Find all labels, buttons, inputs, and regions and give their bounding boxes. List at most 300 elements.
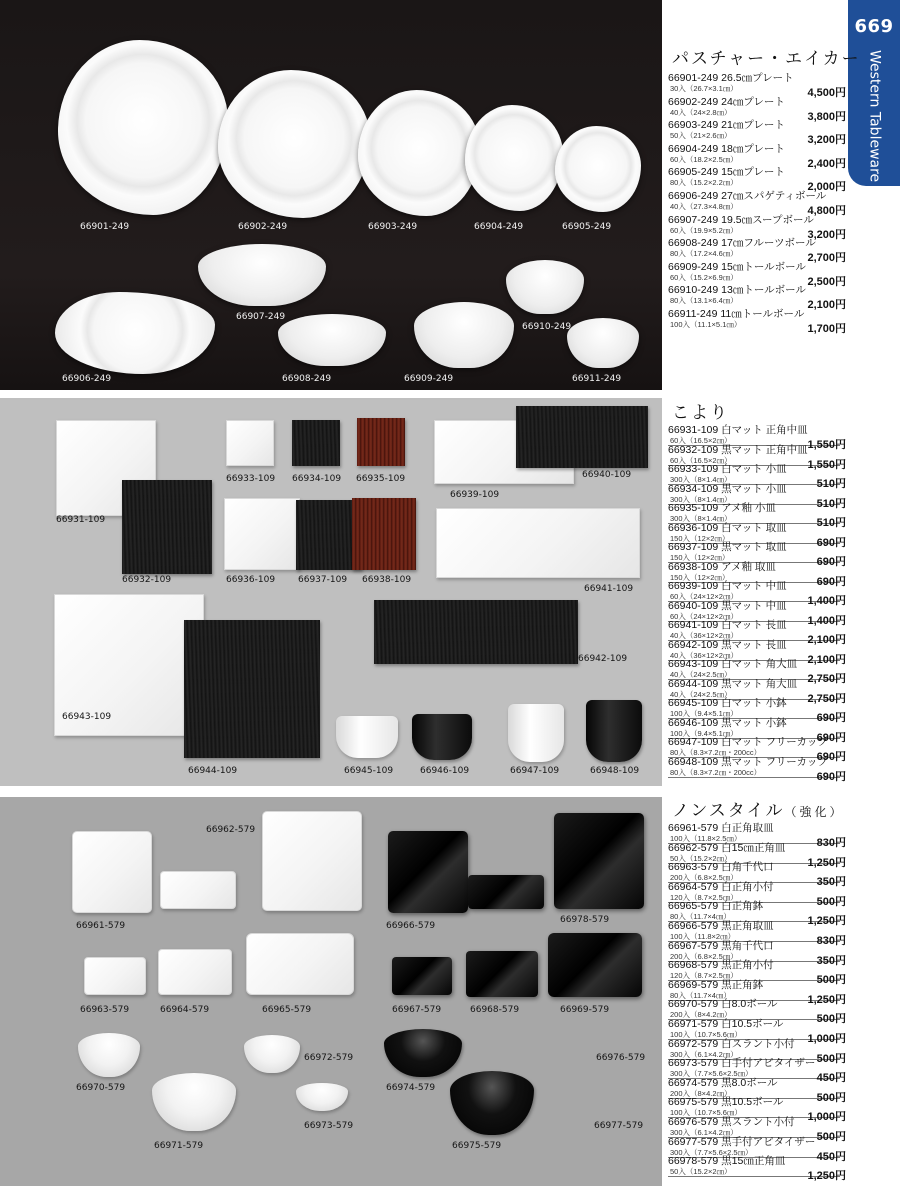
- item-name: 白マット 小鉢: [721, 697, 787, 709]
- product-image-66976: [384, 1029, 462, 1077]
- price-row-66907-249: [668, 213, 846, 241]
- photo-label-66908: 66908-249: [282, 374, 332, 384]
- item-name: 白マット 正角中皿: [721, 424, 808, 436]
- item-name: アメ釉 取皿: [721, 560, 776, 573]
- item-code-name: [668, 237, 840, 249]
- photo-label-66907: 66907-249: [236, 312, 286, 322]
- price-row-66901-249: [668, 72, 846, 99]
- item-code-name: [668, 72, 840, 84]
- item-spec: 200入（8×4.2㎝）: [670, 1088, 732, 1098]
- product-image-66932: [122, 480, 212, 574]
- item-code-name: [668, 1077, 840, 1089]
- photo-label-66942: 66942-109: [578, 654, 628, 664]
- item-price: 2,100円: [807, 653, 846, 666]
- item-price: 2,500円: [807, 275, 846, 288]
- item-code: 66947-109: [668, 736, 719, 748]
- item-price: 510円: [816, 497, 846, 510]
- item-code: 66909-249: [668, 260, 719, 273]
- product-image-66968: [468, 875, 544, 909]
- item-name: 27㎝スパゲティボール: [721, 190, 827, 202]
- item-name: 13㎝トールボール: [721, 284, 806, 297]
- photo-label-66972: 66972-579: [304, 1053, 354, 1063]
- item-spec: 120入（8.7×2.5㎝）: [670, 971, 738, 981]
- price-row-66911-249: [668, 308, 846, 335]
- photo-label-66968: 66968-579: [470, 1005, 520, 1015]
- item-code-name: [668, 678, 840, 690]
- item-price: 1,550円: [807, 439, 846, 451]
- product-image-66903: [358, 90, 480, 216]
- item-price: 3,200円: [807, 228, 846, 241]
- item-price: 830円: [816, 837, 846, 849]
- item-name: 黒15㎝正角皿: [721, 1155, 786, 1168]
- item-price: 1,250円: [807, 1170, 846, 1183]
- product-image-66944: [184, 620, 320, 758]
- item-name: 白スラント小付: [721, 1037, 795, 1050]
- item-price: 2,400円: [807, 157, 846, 170]
- product-image-66961: [72, 831, 152, 913]
- item-spec: 300入（7.7×5.6×2.5㎝）: [670, 1069, 753, 1079]
- item-code-name: [668, 881, 840, 893]
- photo-label-66973: 66973-579: [304, 1121, 354, 1131]
- item-code-name: [668, 1116, 840, 1128]
- section-title-non-style: ノンスタイル（強化）: [672, 801, 845, 821]
- item-price: 2,750円: [807, 692, 846, 705]
- item-code-name: [668, 541, 840, 553]
- photo-panel-pasture-acre: [0, 0, 662, 390]
- item-spec: 100入（11.8×2.5㎝）: [670, 834, 742, 843]
- photo-label-66905: 66905-249: [562, 222, 612, 232]
- photo-label-66909: 66909-249: [404, 374, 454, 384]
- item-code-name: [668, 1096, 840, 1108]
- item-name: 白マット 中皿: [721, 580, 787, 592]
- item-name: 白マット 小皿: [721, 463, 787, 475]
- item-code-name: [668, 190, 840, 202]
- photo-label-66933: 66933-109: [226, 474, 276, 484]
- item-price: 1,400円: [807, 595, 846, 607]
- item-price: 2,000円: [807, 181, 846, 194]
- item-code: 66936-109: [668, 521, 719, 534]
- item-price: 500円: [816, 1013, 846, 1026]
- item-code-name: [668, 1057, 840, 1069]
- item-name: 19.5㎝スープボール: [721, 213, 814, 226]
- product-image-66975: [296, 1083, 348, 1111]
- item-code-name: [668, 940, 840, 952]
- photo-label-66935: 66935-109: [356, 474, 406, 484]
- item-code: 66975-579: [668, 1096, 719, 1109]
- item-code: 66937-109: [668, 541, 719, 553]
- item-name: 11㎝トールボール: [720, 308, 805, 320]
- photo-label-66932: 66932-109: [122, 575, 172, 585]
- item-code-name: [668, 861, 840, 873]
- item-spec: 80入（17.2×4.6㎝）: [670, 249, 738, 259]
- item-name: 黒マット 角大皿: [721, 677, 798, 690]
- item-code: 66965-579: [668, 900, 719, 913]
- item-name: 26.5㎝プレート: [721, 72, 794, 84]
- item-price: 510円: [816, 478, 846, 490]
- item-name: 黒マット 取皿: [721, 541, 787, 553]
- product-image-66933: [226, 420, 274, 466]
- item-price: 690円: [816, 751, 846, 763]
- item-spec: 40入（24×2.5㎝）: [670, 689, 732, 699]
- product-image-66938: [352, 498, 416, 570]
- item-name: 15㎝トールボール: [721, 260, 806, 273]
- item-name: 白15㎝正角皿: [721, 841, 786, 854]
- item-spec: 80入（13.1×6.4㎝）: [670, 296, 738, 306]
- photo-label-66938: 66938-109: [362, 575, 412, 585]
- item-price: 3,800円: [807, 110, 846, 123]
- item-price: 1,000円: [807, 1033, 846, 1045]
- photo-label-66931: 66931-109: [56, 515, 106, 525]
- item-code: 66978-579: [668, 1155, 719, 1168]
- item-name: 白正角鉢: [721, 900, 764, 913]
- photo-label-66961: 66961-579: [76, 921, 126, 931]
- item-name: 黒角千代口: [721, 939, 774, 952]
- product-image-66946: [412, 714, 472, 760]
- item-spec: 300入（6.1×4.2㎝）: [670, 1049, 738, 1059]
- price-row-66903-249: [668, 119, 846, 147]
- item-spec: 150入（12×2㎝）: [670, 553, 730, 562]
- item-name: 白10.5ボール: [721, 1018, 784, 1030]
- item-code-name: [668, 900, 840, 912]
- item-spec: 100入（9.4×5.1㎝）: [670, 728, 738, 738]
- photo-label-66944: 66944-109: [188, 766, 238, 776]
- product-image-66904: [465, 105, 563, 211]
- section-title-pasture-acre: パスチャー・エイカー: [672, 49, 861, 69]
- item-name: アメ釉 小皿: [721, 502, 776, 514]
- item-code: 66967-579: [668, 939, 719, 952]
- item-price: 500円: [816, 1052, 846, 1065]
- item-code-name: [668, 736, 840, 748]
- item-code: 66934-109: [668, 482, 719, 495]
- item-name: 15㎝プレート: [721, 166, 785, 179]
- product-image-66910: [506, 260, 584, 314]
- product-image-66966: [246, 933, 354, 995]
- item-code: 66945-109: [668, 697, 719, 709]
- item-price: 1,250円: [807, 915, 846, 928]
- item-name: 黒8.0ボール: [721, 1076, 778, 1089]
- product-image-66941: [436, 508, 640, 578]
- item-price: 1,000円: [807, 1111, 846, 1124]
- item-price: 690円: [816, 770, 846, 783]
- product-image-66902: [218, 70, 370, 218]
- item-spec: 80入（15.2×2.2㎝）: [670, 178, 738, 188]
- item-price: 350円: [816, 876, 846, 889]
- item-price: 450円: [816, 1072, 846, 1085]
- item-spec: 100入（10.7×5.6㎝）: [670, 1030, 742, 1039]
- item-code: 66933-109: [668, 463, 719, 475]
- item-code: 66941-109: [668, 619, 719, 631]
- photo-label-66940: 66940-109: [582, 470, 632, 480]
- item-code: 66962-579: [668, 841, 719, 854]
- item-code: 66973-579: [668, 1057, 719, 1070]
- item-spec: 150入（12×2㎝）: [670, 572, 730, 582]
- item-price: 1,250円: [807, 856, 846, 869]
- photo-label-66964: 66964-579: [160, 1005, 210, 1015]
- item-code: 66911-249: [668, 308, 718, 320]
- item-code-name: [668, 444, 840, 456]
- item-code: 66908-249: [668, 237, 719, 250]
- item-price: 1,700円: [807, 323, 846, 335]
- product-image-66948: [586, 700, 642, 762]
- product-image-66905: [555, 126, 641, 212]
- item-code: 66970-579: [668, 998, 719, 1011]
- item-spec: 80入（11.7×4㎝）: [670, 912, 731, 922]
- item-spec: 40入（27.3×4.8㎝）: [670, 202, 738, 211]
- item-name: 白正角小付: [721, 880, 774, 893]
- item-code: 66969-579: [668, 978, 719, 991]
- item-spec: 80入（11.7×4㎝）: [670, 990, 731, 1000]
- item-spec: 50入（15.2×2㎝）: [670, 853, 732, 863]
- item-spec: 100入（11.8×2㎝）: [670, 932, 736, 941]
- item-code-name: [668, 96, 840, 108]
- item-name: 白マット 角大皿: [721, 658, 798, 670]
- item-spec: 200入（6.8×2.5㎝）: [670, 873, 738, 883]
- photo-label-66902: 66902-249: [238, 222, 288, 232]
- item-code-name: [668, 822, 840, 834]
- product-image-66936: [224, 498, 300, 570]
- item-code-name: [668, 580, 840, 592]
- item-name: 18㎝プレート: [721, 142, 785, 155]
- product-image-66970: [466, 951, 538, 997]
- item-spec: 60入（18.2×2.5㎝）: [670, 154, 738, 164]
- item-code-name: [668, 308, 840, 320]
- item-code: 66904-249: [668, 142, 719, 155]
- photo-label-66911: 66911-249: [572, 374, 622, 384]
- photo-label-66901: 66901-249: [80, 222, 130, 232]
- item-code-name: [668, 959, 840, 971]
- item-name: 黒マット 中皿: [721, 599, 787, 612]
- item-name: 黒スラント小付: [721, 1116, 795, 1128]
- item-price: 690円: [816, 712, 846, 724]
- item-spec: 40入（36×12×2㎝）: [670, 650, 738, 660]
- item-code-name: [668, 143, 840, 155]
- item-code: 66977-579: [668, 1135, 719, 1148]
- photo-label-66939: 66939-109: [450, 490, 500, 500]
- item-spec: 300入（8×1.4㎝）: [670, 514, 732, 523]
- item-price: 500円: [816, 974, 846, 987]
- photo-label-66969: 66969-579: [560, 1005, 610, 1015]
- product-image-66945: [336, 716, 398, 758]
- item-spec: 100入（11.1×5.1㎝）: [670, 320, 742, 329]
- item-price: 500円: [816, 895, 846, 908]
- item-spec: 100入（10.7×5.6㎝）: [670, 1108, 742, 1118]
- item-code-name: [668, 284, 840, 296]
- product-image-66934: [292, 420, 340, 466]
- item-price: 1,550円: [807, 458, 846, 471]
- item-spec: 50入（15.2×2㎝）: [670, 1167, 732, 1177]
- price-row-66906-249: [668, 190, 846, 217]
- item-name: 17㎝フルーツボール: [721, 237, 816, 250]
- item-code: 66943-109: [668, 658, 719, 670]
- item-code: 66963-579: [668, 861, 719, 874]
- item-name: 白手付アピタイザー: [721, 1057, 816, 1070]
- item-spec: 30入（26.7×3.1㎝）: [670, 84, 738, 93]
- item-spec: 60入（16.5×2㎝）: [670, 455, 732, 465]
- item-code: 66974-579: [668, 1076, 719, 1089]
- item-name: 黒マット 小皿: [721, 482, 787, 495]
- item-name: 21㎝プレート: [721, 119, 785, 132]
- item-code-name: [668, 502, 840, 514]
- price-row-66909-249: [668, 260, 846, 288]
- item-price: 1,400円: [807, 614, 846, 627]
- item-code-name: [668, 619, 840, 631]
- item-code: 66944-109: [668, 677, 719, 690]
- item-code-name: [668, 1136, 840, 1148]
- item-code-name: [668, 658, 840, 670]
- product-image-66906: [55, 292, 215, 374]
- item-code: 66901-249: [668, 72, 719, 84]
- item-spec: 200入（6.8×2.5㎝）: [670, 951, 738, 961]
- product-image-66908: [278, 314, 386, 366]
- category-label: Western Tableware (open stock): [866, 50, 883, 275]
- item-name: 24㎝プレート: [721, 95, 785, 108]
- price-list-column: [662, 0, 900, 1186]
- item-spec: 60入（19.9×5.2㎝）: [670, 225, 738, 235]
- photo-label-66974: 66974-579: [386, 1083, 436, 1093]
- photo-label-66947: 66947-109: [510, 766, 560, 776]
- item-code: 66932-109: [668, 443, 719, 456]
- product-image-66940: [516, 406, 648, 468]
- product-image-66972: [78, 1033, 140, 1077]
- item-name: 白マット 長皿: [721, 619, 787, 631]
- item-code-name: [668, 756, 840, 768]
- item-price: 2,100円: [807, 299, 846, 312]
- item-code: 66942-109: [668, 638, 719, 651]
- item-code: 66903-249: [668, 119, 719, 132]
- product-image-66973: [152, 1073, 236, 1131]
- photo-label-66962: 66962-579: [206, 825, 256, 835]
- item-name: 黒正角小付: [721, 959, 774, 972]
- item-code-name: [668, 214, 840, 226]
- item-code: 66902-249: [668, 95, 719, 108]
- item-code: 66905-249: [668, 166, 719, 179]
- item-name: 黒マット 小鉢: [721, 716, 787, 729]
- item-price: 690円: [816, 536, 846, 549]
- item-spec: 80入（8.3×7.2㎝・200cc）: [670, 748, 762, 757]
- item-code-name: [668, 842, 840, 854]
- item-code-name: [668, 979, 840, 991]
- price-row-66902-249: [668, 95, 846, 123]
- product-image-66963: [160, 871, 236, 909]
- item-price: 2,100円: [807, 634, 846, 646]
- product-image-66935: [357, 418, 405, 466]
- item-code-name: [668, 561, 840, 573]
- item-code-name: [668, 1018, 840, 1030]
- product-image-66977: [450, 1071, 534, 1135]
- item-name: 黒マット 正角中皿: [721, 443, 808, 456]
- product-image-66965: [158, 949, 232, 995]
- photo-label-66978: 66978-579: [560, 915, 610, 925]
- item-price: 350円: [816, 954, 846, 967]
- product-image-66942: [374, 600, 578, 664]
- photo-label-66977: 66977-579: [594, 1121, 644, 1131]
- photo-label-66906: 66906-249: [62, 374, 112, 384]
- item-price: 500円: [816, 1091, 846, 1104]
- product-image-66978: [392, 957, 452, 995]
- item-code: 66946-109: [668, 716, 719, 729]
- item-spec: 300入（8×1.4㎝）: [670, 475, 732, 484]
- item-spec: 200入（8×4.2㎝）: [670, 1010, 732, 1020]
- item-price: 510円: [816, 517, 846, 529]
- item-code: 66910-249: [668, 284, 719, 297]
- item-code: 66939-109: [668, 580, 719, 592]
- item-name: 白8.0ボール: [721, 998, 778, 1011]
- item-spec: 60入（15.2×6.9㎝）: [670, 272, 738, 282]
- item-code-name: [668, 600, 840, 612]
- item-code: 66940-109: [668, 599, 719, 612]
- item-name: 黒マット フリーカップ: [721, 755, 828, 768]
- category-tab: [848, 0, 900, 275]
- item-price: 2,700円: [807, 252, 846, 265]
- photo-label-66910: 66910-249: [522, 322, 572, 332]
- price-row-66905-249: [668, 166, 846, 194]
- photo-label-66903: 66903-249: [368, 222, 418, 232]
- photo-label-66946: 66946-109: [420, 766, 470, 776]
- item-code: 66931-109: [668, 424, 719, 436]
- item-code-name: [668, 424, 840, 436]
- product-image-66967: [388, 831, 468, 913]
- item-code-name: [668, 639, 840, 651]
- item-code-name: [668, 920, 840, 932]
- item-name: 黒10.5ボール: [721, 1096, 784, 1109]
- item-code: 66906-249: [668, 190, 719, 202]
- item-spec: 150入（12×2㎝）: [670, 533, 730, 543]
- photo-label-66936: 66936-109: [226, 575, 276, 585]
- price-row-66910-249: [668, 284, 846, 312]
- item-spec: 50入（21×2.6㎝）: [670, 131, 732, 141]
- product-image-66974: [244, 1035, 300, 1073]
- photo-label-66937: 66937-109: [298, 575, 348, 585]
- item-code-name: [668, 119, 840, 131]
- item-spec: 40入（24×2.8㎝）: [670, 107, 732, 117]
- item-spec: 40入（36×12×2㎝）: [670, 631, 738, 640]
- item-spec: 80入（8.3×7.2㎝・200cc）: [670, 767, 762, 777]
- price-row-66908-249: [668, 237, 846, 265]
- photo-label-66904: 66904-249: [474, 222, 524, 232]
- item-code: 66971-579: [668, 1018, 719, 1030]
- photo-label-66963: 66963-579: [80, 1005, 130, 1015]
- item-price: 3,200円: [807, 134, 846, 147]
- product-image-66909: [414, 302, 514, 368]
- photo-label-66975: 66975-579: [452, 1141, 502, 1151]
- item-name: 黒手付アピタイザー: [721, 1135, 816, 1148]
- item-name: 黒マット 長皿: [721, 638, 787, 651]
- product-image-66947: [508, 704, 564, 762]
- item-name: 白正角取皿: [721, 822, 774, 834]
- product-image-66971: [548, 933, 642, 997]
- item-price: 500円: [816, 1131, 846, 1143]
- photo-label-66941: 66941-109: [584, 584, 634, 594]
- item-spec: 300入（7.7×5.6×2.5㎝）: [670, 1147, 753, 1157]
- photo-label-66948: 66948-109: [590, 766, 640, 776]
- item-code-name: [668, 717, 840, 729]
- item-spec: 100入（9.4×5.1㎝）: [670, 709, 738, 718]
- item-spec: 40入（24×2.5㎝）: [670, 670, 732, 679]
- item-code-name: [668, 463, 840, 475]
- item-name: 白マット フリーカップ: [721, 736, 828, 748]
- item-code: 66907-249: [668, 213, 719, 226]
- price-row-66948-109: [668, 755, 846, 783]
- photo-label-66967: 66967-579: [392, 1005, 442, 1015]
- photo-label-66934: 66934-109: [292, 474, 342, 484]
- product-image-66964: [84, 957, 146, 995]
- item-price: 4,800円: [807, 205, 846, 217]
- item-name: 黒正角取皿: [721, 920, 774, 932]
- photo-panel-non-style: [0, 797, 662, 1186]
- item-code-name: [668, 998, 840, 1010]
- photo-label-66943: 66943-109: [62, 712, 112, 722]
- section-title-koyori: こより: [672, 403, 729, 423]
